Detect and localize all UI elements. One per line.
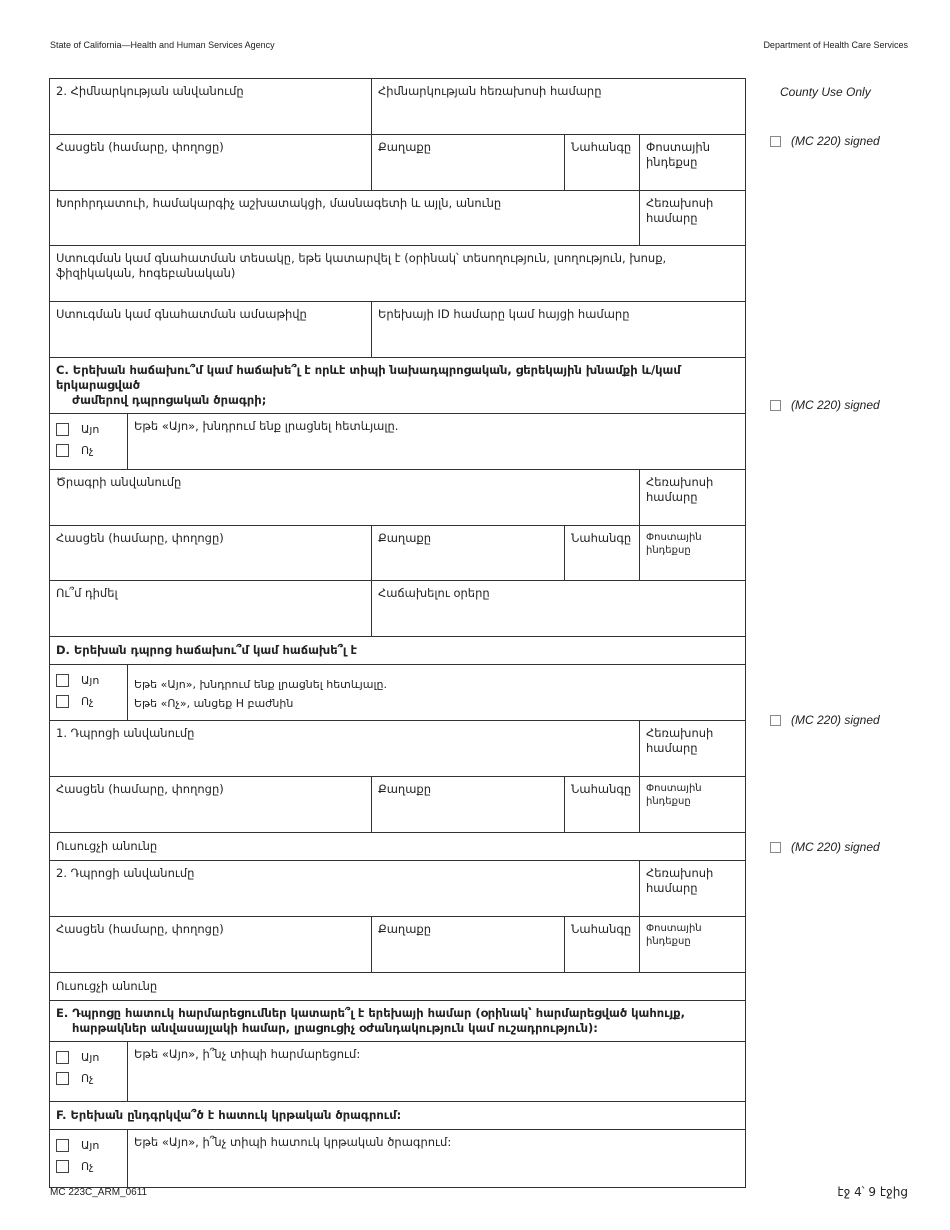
- program-state-field[interactable]: [565, 526, 640, 581]
- mc220-signed-2: [770, 398, 880, 412]
- page-number: էջ 4՝ 9 էջից: [837, 1185, 908, 1199]
- section-d-yes-checkbox[interactable]: [56, 674, 69, 687]
- section-c-yes-checkbox[interactable]: [56, 423, 69, 436]
- field-label: Հասցեն (համարը, փողոցը): [56, 782, 224, 796]
- program-city-field[interactable]: [372, 526, 565, 581]
- child-id-field[interactable]: [372, 302, 746, 358]
- program-name-field[interactable]: [50, 470, 640, 526]
- section-c-no-checkbox[interactable]: [56, 444, 69, 457]
- field-label: Փոստային ինդեքսը: [646, 532, 702, 556]
- section-d-no-checkbox[interactable]: [56, 695, 69, 708]
- institution-name-field[interactable]: [50, 79, 372, 135]
- header-department: Department of Health Care Services: [763, 40, 908, 50]
- section-e-yes-checkbox[interactable]: [56, 1051, 69, 1064]
- section-f-heading: [50, 1102, 746, 1130]
- school1-phone-field[interactable]: [640, 721, 746, 777]
- field-label: Երեխայի ID համարը կամ հայցի համարը: [378, 307, 630, 321]
- field-label: Ստուգման կամ գնահատման ամսաթիվը: [56, 307, 307, 321]
- school2-city-field[interactable]: [372, 917, 565, 973]
- field-label: Նահանգը: [571, 922, 632, 936]
- mc220-checkbox-1[interactable]: [770, 136, 781, 147]
- school1-teacher-field[interactable]: [50, 833, 746, 861]
- school1-zip-field[interactable]: [640, 777, 746, 833]
- field-label: Հեռախոսի համարը: [646, 726, 714, 755]
- field-label: Փոստային ինդեքսը: [646, 140, 710, 169]
- school2-state-field[interactable]: [565, 917, 640, 973]
- yes-label: Այո: [81, 1051, 100, 1064]
- program-zip-field[interactable]: [640, 526, 746, 581]
- field-label: Հասցեն (համարը, փողոցը): [56, 140, 224, 154]
- mc220-label: (MC 220) signed: [791, 713, 880, 727]
- mc220-checkbox-4[interactable]: [770, 842, 781, 853]
- mc220-signed-4: [770, 840, 880, 854]
- field-label: Հեռախոսի համարը: [646, 196, 714, 225]
- school2-phone-field[interactable]: [640, 861, 746, 917]
- instruction-no: Եթե «Ոչ», անցեք H բաժնին: [134, 697, 294, 710]
- instruction-text: Եթե «Այո», ի՞նչ տիպի հատուկ կրթական ծրագրում:: [134, 1135, 452, 1149]
- field-label: Ուսուցչի անունը: [56, 839, 158, 853]
- section-d-instructions: [128, 665, 746, 721]
- state-field[interactable]: [565, 135, 640, 191]
- field-label: 2. Դպրոցի անվանումը: [56, 866, 195, 880]
- mc220-checkbox-2[interactable]: [770, 400, 781, 411]
- field-label: Խորհրդատուի, համակարգիչ աշխատակցի, մասնագետի և այլն, անունը: [56, 196, 502, 210]
- section-e-heading: [50, 1001, 746, 1042]
- section-c-yes-no: [50, 414, 128, 470]
- form-table: [49, 78, 746, 1188]
- contact-person-field[interactable]: [50, 581, 372, 637]
- yes-label: Այո: [81, 674, 100, 687]
- instruction-text: Եթե «Այո», ի՞նչ տիպի հարմարեցում:: [134, 1047, 361, 1061]
- mc220-checkbox-3[interactable]: [770, 715, 781, 726]
- section-c-heading: [50, 358, 746, 414]
- field-label: Հասցեն (համարը, փողոցը): [56, 922, 224, 936]
- yes-label: Այո: [81, 423, 100, 436]
- school2-zip-field[interactable]: [640, 917, 746, 973]
- no-label: Ոչ: [81, 444, 94, 457]
- field-label: Քաղաքը: [378, 922, 432, 936]
- section-e-instruction: [128, 1042, 746, 1102]
- section-c-line2: ժամերով դպրոցական ծրագրի;: [72, 393, 267, 407]
- field-label: Հաճախելու օրերը: [378, 586, 490, 600]
- field-label: Ծրագրի անվանումը: [56, 475, 182, 489]
- no-label: Ոչ: [81, 1160, 94, 1173]
- field-label: Ու՞մ դիմել: [56, 586, 118, 600]
- no-label: Ոչ: [81, 1072, 94, 1085]
- school2-address-field[interactable]: [50, 917, 372, 973]
- mc220-label: (MC 220) signed: [791, 134, 880, 148]
- section-e-line2: հարթակներ անվասայլակի համար, լրացուցիչ օժանդակություն կամ ուշադրություն):: [72, 1021, 598, 1035]
- section-e-line1: E. Դպրոցը հատուկ հարմարեցումներ կատարե՞լ է երեխայի համար (օրինակ՝ հարմարեցված կահույք,: [56, 1006, 686, 1020]
- section-e-no-checkbox[interactable]: [56, 1072, 69, 1085]
- field-label: Ստուգման կամ գնահատման տեսակը, եթե կատարվել է (օրինակ՝ տեսողություն, լսողություն, խոսք, ֆիզիկական, հոգեբանական): [56, 251, 667, 280]
- field-label: Քաղաքը: [378, 782, 432, 796]
- form-id: MC 223C_ARM_0611: [50, 1187, 148, 1198]
- field-label: Ուսուցչի անունը: [56, 979, 158, 993]
- section-d-title: D. Երեխան դպրոց հաճախու՞մ կամ հաճախե՞լ է: [56, 643, 357, 657]
- evaluation-type-field[interactable]: [50, 246, 746, 302]
- field-label: Նահանգը: [571, 531, 632, 545]
- city-field[interactable]: [372, 135, 565, 191]
- section-e-yes-no: [50, 1042, 128, 1102]
- section-f-instruction: [128, 1130, 746, 1188]
- section-d-heading: [50, 637, 746, 665]
- program-address-field[interactable]: [50, 526, 372, 581]
- section-f-yes-checkbox[interactable]: [56, 1139, 69, 1152]
- section-c-instruction: [128, 414, 746, 470]
- section-f-title: F. Երեխան ընդգրկվա՞ծ է հատուկ կրթական ծրագրում:: [56, 1108, 402, 1122]
- counselor-phone-field[interactable]: [640, 191, 746, 246]
- zip-field[interactable]: [640, 135, 746, 191]
- field-label: Հեռախոսի համարը: [646, 475, 714, 504]
- field-label: Փոստային ինդեքսը: [646, 783, 702, 807]
- field-label: Հեռախոսի համարը: [646, 866, 714, 895]
- field-label: Քաղաքը: [378, 140, 432, 154]
- school1-city-field[interactable]: [372, 777, 565, 833]
- field-label: Նահանգը: [571, 140, 632, 154]
- mc220-label: (MC 220) signed: [791, 840, 880, 854]
- instruction-text: Եթե «Այո», խնդրում ենք լրացնել հետևյալը.: [134, 419, 399, 433]
- section-f-yes-no: [50, 1130, 128, 1188]
- mc220-signed-3: [770, 713, 880, 727]
- address-field[interactable]: [50, 135, 372, 191]
- county-use-title: County Use Only: [780, 85, 871, 99]
- school2-teacher-field[interactable]: [50, 973, 746, 1001]
- field-label: Հասցեն (համարը, փողոցը): [56, 531, 224, 545]
- yes-label: Այո: [81, 1139, 100, 1152]
- attendance-days-field[interactable]: [372, 581, 746, 637]
- school1-name-field[interactable]: [50, 721, 640, 777]
- mc220-label: (MC 220) signed: [791, 398, 880, 412]
- field-label: Քաղաքը: [378, 531, 432, 545]
- field-label: Նահանգը: [571, 782, 632, 796]
- school1-address-field[interactable]: [50, 777, 372, 833]
- section-d-yes-no: [50, 665, 128, 721]
- no-label: Ոչ: [81, 695, 94, 708]
- evaluation-date-field[interactable]: [50, 302, 372, 358]
- field-label: 2. Հիմնարկության անվանումը: [56, 84, 244, 98]
- field-label: Փոստային ինդեքսը: [646, 923, 702, 947]
- mc220-signed-1: [770, 134, 880, 148]
- institution-phone-field[interactable]: [372, 79, 746, 135]
- program-phone-field[interactable]: [640, 470, 746, 526]
- counselor-name-field[interactable]: [50, 191, 640, 246]
- instruction-yes: Եթե «Այո», խնդրում ենք լրացնել հետևյալը.: [134, 678, 387, 691]
- field-label: Հիմնարկության հեռախոսի համարը: [378, 84, 602, 98]
- school2-name-field[interactable]: [50, 861, 640, 917]
- section-f-no-checkbox[interactable]: [56, 1160, 69, 1173]
- field-label: 1. Դպրոցի անվանումը: [56, 726, 195, 740]
- school1-state-field[interactable]: [565, 777, 640, 833]
- section-c-line1: C. Երեխան հաճախու՞մ կամ հաճախե՞լ է որևէ տիպի նախադպրոցական, ցերեկային խնամքի և/կամ երկարացված: [56, 363, 681, 392]
- header-agency: State of California—Health and Human Services Agency: [50, 40, 275, 50]
